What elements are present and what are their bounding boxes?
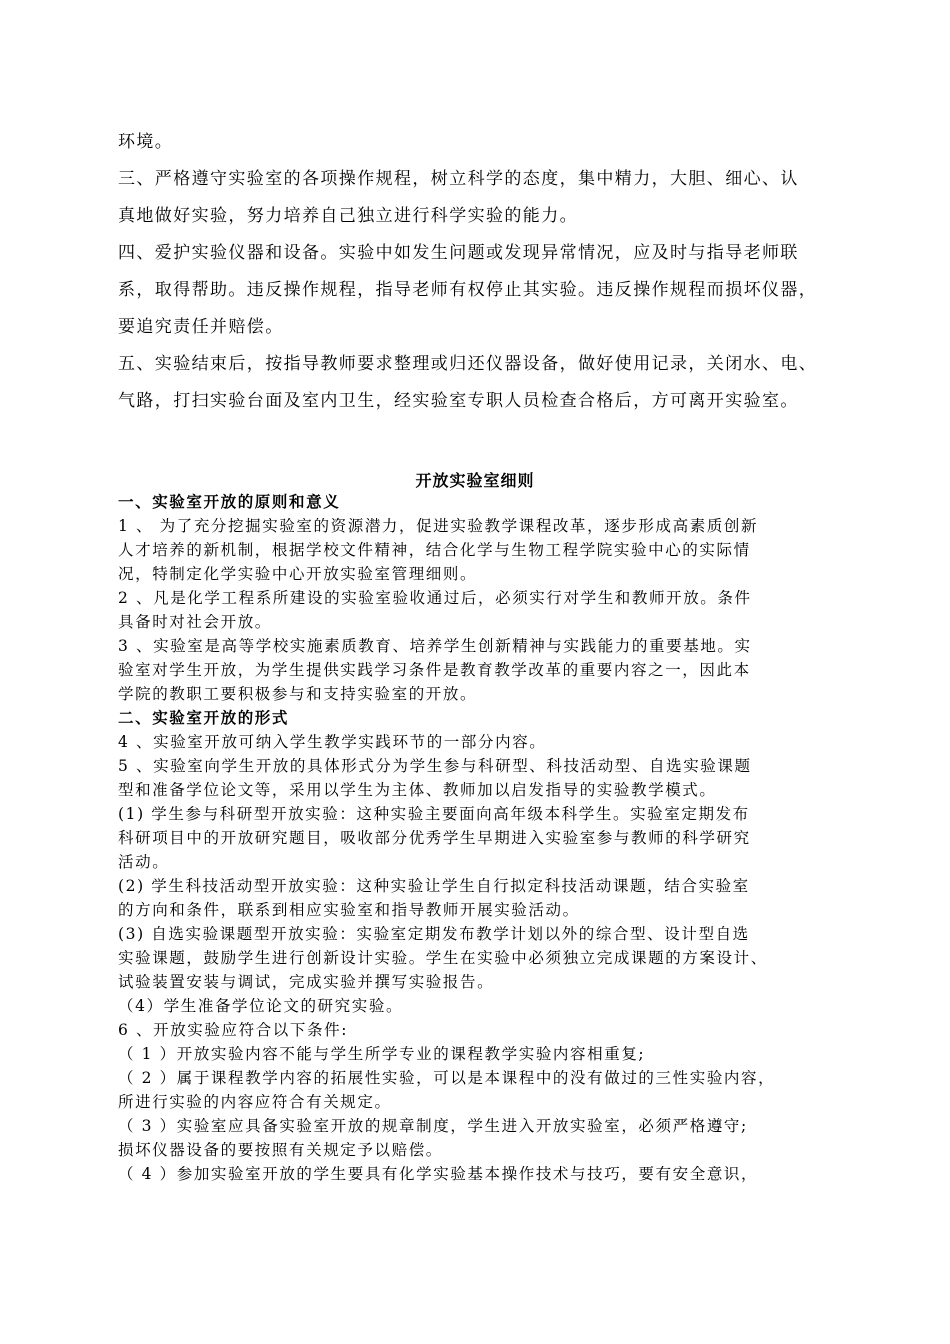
paragraph-line: (3) 自选实验课题型开放实验：实验室定期发布教学计划以外的综合型、设计型自选 (118, 925, 750, 943)
paragraph-line: 5 、实验室向学生开放的具体形式分为学生参与科研型、科技活动型、自选实验课题 (118, 757, 752, 775)
paragraph-line: 2 、凡是化学工程系所建设的实验室验收通过后，必须实行对学生和教师开放。条件 (118, 589, 752, 607)
paragraph-line: 4 、实验室开放可纳入学生教学实践环节的一部分内容。 (118, 733, 547, 751)
paragraph-line: 科研项目中的开放研究题目，吸收部分优秀学生早期进入实验室参与教师的科学研究 (118, 829, 751, 847)
section-heading: 一、实验室开放的原则和意义 (118, 492, 341, 511)
paragraph-line: 损坏仪器设备的要按照有关规定予以赔偿。 (118, 1141, 443, 1159)
paragraph-line: （ 3 ）实验室应具备实验室开放的规章制度，学生进入开放实验室，必须严格遵守; (118, 1117, 748, 1135)
paragraph-line: 真地做好实验，努力培养自己独立进行科学实验的能力。 (118, 206, 578, 226)
paragraph-line: (2) 学生科技活动型开放实验：这种实验让学生自行拟定科技活动课题，结合实验室 (118, 877, 750, 895)
paragraph-line: 四、爱护实验仪器和设备。实验中如发生问题或发现异常情况，应及时与指导老师联 (118, 243, 799, 263)
section-two (118, 490, 858, 1186)
paragraph-line: （ 1 ）开放实验内容不能与学生所学专业的课程教学实验内容相重复; (118, 1045, 646, 1063)
paragraph-line: 况，特制定化学实验中心开放实验室管理细则。 (118, 565, 478, 583)
paragraph-line: 实验课题，鼓励学生进行创新设计实验。学生在实验中必须独立完成课题的方案设计、 (118, 949, 768, 967)
paragraph-line: 的方向和条件，联系到相应实验室和指导教师开展实验活动。 (118, 901, 580, 919)
paragraph-line: 型和准备学位论文等，采用以学生为主体、教师加以启发指导的实验教学模式。 (118, 781, 717, 799)
paragraph-line: 6 、开放实验应符合以下条件: (118, 1021, 349, 1039)
section-one (118, 124, 848, 420)
paragraph-line: 系，取得帮助。违反操作规程，指导老师有权停止其实验。违反操作规程而损坏仪器， (118, 280, 818, 300)
paragraph-line: (1) 学生参与科研型开放实验：这种实验主要面向高年级本科学生。实验室定期发布 (118, 805, 750, 823)
document-title: 开放实验室细则 (415, 471, 535, 490)
paragraph-line: （ 4 ）参加实验室开放的学生要具有化学实验基本操作技术与技巧，要有安全意识， (118, 1165, 759, 1183)
paragraph-line: 验室对学生开放，为学生提供实践学习条件是教育教学改革的重要内容之一，因此本 (118, 661, 751, 679)
paragraph-line: 气路，打扫实验台面及室内卫生，经实验室专职人员检查合格后，方可离开实验室。 (118, 391, 799, 411)
paragraph-line: 五、实验结束后，按指导教师要求整理或归还仪器设备，做好使用记录，关闭水、电、 (118, 354, 818, 374)
paragraph-line: 所进行实验的内容应符合有关规定。 (118, 1093, 392, 1111)
paragraph-line: （4）学生准备学位论文的研究实验。 (118, 997, 404, 1015)
paragraph-line: 1 、 为了充分挖掘实验室的资源潜力，促进实验教学课程改革，逐步形成高素质创新 (118, 517, 759, 535)
paragraph-line: 人才培养的新机制，根据学校文件精神，结合化学与生物工程学院实验中心的实际情 (118, 541, 751, 559)
paragraph-line: 活动。 (118, 853, 170, 871)
paragraph-line: 要追究责任并赔偿。 (118, 317, 284, 337)
paragraph-line: 具备时对社会开放。 (118, 613, 272, 631)
paragraph-line: 3 、实验室是高等学校实施素质教育、培养学生创新精神与实践能力的重要基地。实 (118, 637, 752, 655)
paragraph-line: 三、严格遵守实验室的各项操作规程，树立科学的态度，集中精力，大胆、细心、认 (118, 169, 799, 189)
paragraph-line: 学院的教职工要积极参与和支持实验室的开放。 (118, 685, 478, 703)
paragraph-line: （ 2 ）属于课程教学内容的拓展性实验，可以是本课程中的没有做过的三性实验内容， (118, 1069, 776, 1087)
section-heading: 二、实验室开放的形式 (118, 708, 290, 727)
paragraph-line: 环境。 (118, 132, 174, 152)
paragraph-line: 试验装置安装与调试，完成实验并撰写实验报告。 (118, 973, 495, 991)
